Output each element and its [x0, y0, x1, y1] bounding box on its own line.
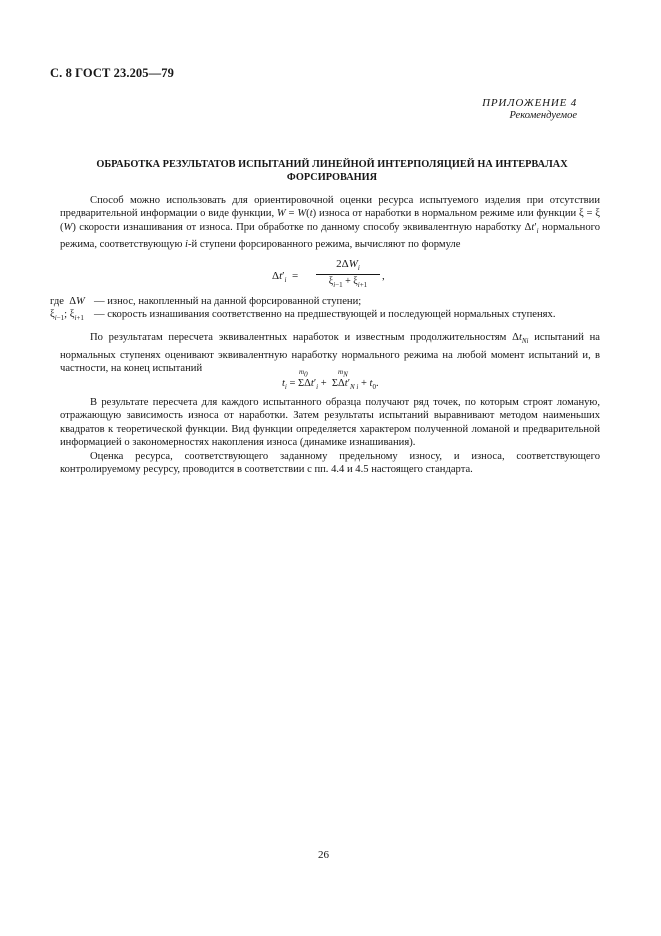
appendix-label: ПРИЛОЖЕНИЕ 4	[482, 97, 577, 109]
legend-where: где	[50, 296, 64, 307]
legend-wear-desc: — износ, накопленный на данной форсированной ступени;	[94, 296, 362, 307]
appendix-block	[482, 97, 577, 121]
paragraph-recalculation: По результатам пересчета эквивалентных наработок и известным продолжительностям $\Delta t_{Ni}$ испытаний на нормальных ступенях оценивают эквивалентную наработку нормального режима на любой момент испытаний и, в частности, на конец испытаний	[60, 332, 600, 374]
section-title: ОБРАБОТКА РЕЗУЛЬТАТОВ ИСПЫТАНИЙ ЛИНЕЙНОЙ ИНТЕРПОЛЯЦИЕЙ НА ИНТЕРВАЛАХ ФОРСИРОВАНИЯ	[96, 159, 568, 183]
formula-fraction: $2\Delta W_i$ $\xi_{i-1} + \xi_{i+1}$	[316, 258, 380, 289]
document-page: С. 8 ГОСТ 23.205—79 ПРИЛОЖЕНИЕ 4 Рекомендуемое ОБРАБОТКА РЕЗУЛЬТАТОВ ИСПЫТАНИЙ ЛИНЕЙНОЙ ИНТЕРПОЛЯЦИЕЙ НА ИНТЕРВАЛАХ ФОРСИРОВАНИЯ Способ можно использовать для ориентировочной оценки ресурса испытуемого изделия при отсутствии предварительной информации о виде функции, W = W(t) износа от наработки в нормальном режиме или функции ξ = ξ (W) скорости изнашивания от износа. При обработке по данному способу эквивалентную наработку $\Delta t'_i$ нормального режима, соответствующую i-й ступени форсированного режима, вычисляют по формуле $\Delta t'_i$ = $2\Delta W_i$ $\xi_{i-1} + \xi_{i+1}$ , где ΔW — износ, накопленный на данной форсированной ступени; $\xi_{i-1}$; $\xi_{i+1}$ — скорость изнашивания соответственно на предшествующей и последующей нормальных ступенях. По результатам пересчета эквивалентных наработок и известным продолжительностям $\Delta t_{Ni}$ испытаний на нормальных ступенях оценивают эквивалентную наработку нормального режима на любой момент испытаний и, в частности, на конец испытаний $m_0$ $m_N$ $t_i = \Sigma\Delta t'_i + \Sigma\Delta t'_{N i} + t_0$. В результате пересчета для каждого испытанного образца получают ряд точек, по которым строят ломаную, отражающую зависимость износа от наработки. Затем результаты испытаний выравнивают методом наименьших квадратов к теоретической функции. Вид функции определяется характером полученной ломаной и предварительной информацией о закономерностях накопления износа (динамике изнашивания). Оценка ресурса, соответствующего заданному предельному износу, и износа, соответствующего контролируемому ресурсу, проводится в соответствии с пп. 4.4 и 4.5 настоящего стандарта. 26	[0, 0, 661, 936]
formula-legend	[50, 295, 600, 322]
page-number: 26	[318, 849, 329, 861]
p1-text-b: износа от наработки в нормальном режиме или функции	[318, 208, 577, 220]
p2-text-a: По результатам пересчета эквивалентных наработок и известным продолжительностям	[90, 332, 507, 343]
paragraph-4: Оценка ресурса, соответствующего заданному предельному износу, и износа, соответствующего контролируемому ресурсу, проводится в соответствии с пп. 4.4 и 4.5 настоящего стандарта.	[60, 450, 600, 476]
paragraph-results	[60, 396, 600, 476]
legend-row-rate: $\xi_{i-1}$; $\xi_{i+1}$ — скорость изнашивания соответственно на предшествующей и последующей нормальных ступенях.	[50, 308, 600, 321]
paragraph-3: В результате пересчета для каждого испытанного образца получают ряд точек, по которым строят ломаную, отражающую зависимость износа от наработки. Затем результаты испытаний выравнивают методом наименьших квадратов к теоретической функции. Вид функции определяется характером полученной ломаной и предварительной информацией о закономерностях накопления износа (динамике изнашивания).	[60, 397, 600, 449]
document-header: С. 8 ГОСТ 23.205—79	[50, 66, 174, 80]
p1-text-e: -й ступени форсированного режима, вычисляют по формуле	[187, 239, 461, 251]
legend-row-wear: где ΔW — износ, накопленный на данной форсированной ступени;	[50, 295, 600, 308]
p1-text-c: скорости изнашивания от износа. При обработке по данному способу эквивалентную наработку	[79, 221, 522, 233]
p1-text-d: нормального режима, соответствующую	[60, 221, 600, 251]
legend-rate-desc: — скорость изнашивания соответственно на предшествующей и последующей нормальных ступенях.	[94, 309, 556, 321]
formula-total-time: $m_0$ $m_N$ $t_i = \Sigma\Delta t'_i + \Sigma\Delta t'_{N i} + t_0$.	[282, 368, 379, 392]
appendix-status: Рекомендуемое	[509, 110, 577, 121]
p2-text-b: испытаний на нормальных ступенях оценивают эквивалентную наработку нормального режима на любой момент испытаний и, в частности, на конец испытаний	[60, 332, 600, 374]
p1-text-a: Способ можно использовать для ориентировочной оценки ресурса испытуемого изделия при отсутствии предварительной информации о виде функции,	[60, 195, 600, 220]
paragraph-method: Способ можно использовать для ориентировочной оценки ресурса испытуемого изделия при отсутствии предварительной информации о виде функции, W = W(t) износа от наработки в нормальном режиме или функции ξ = ξ (W) скорости изнашивания от износа. При обработке по данному способу эквивалентную наработку $\Delta t'_i$ нормального режима, соответствующую i-й ступени форсированного режима, вычисляют по формуле	[60, 195, 600, 251]
